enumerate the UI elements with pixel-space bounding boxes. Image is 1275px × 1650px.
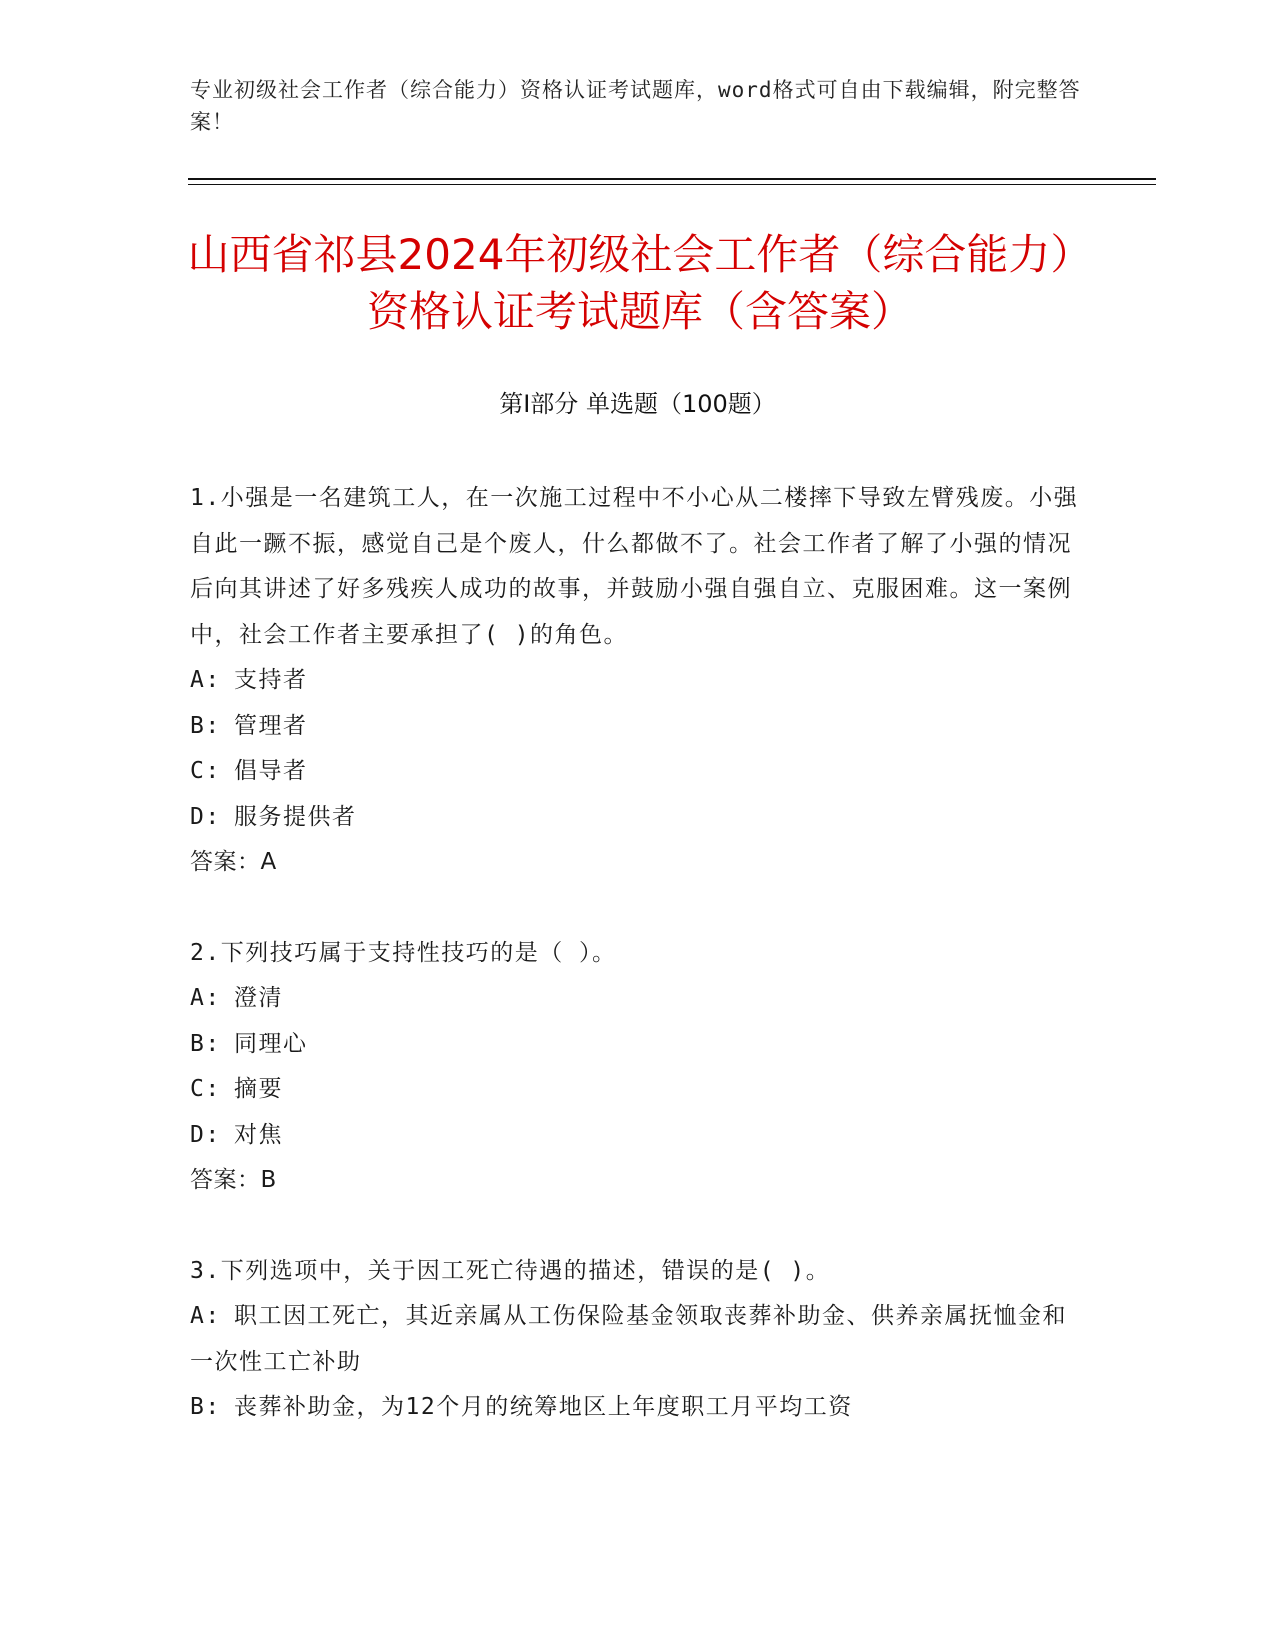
option-c [190,1067,1080,1113]
header-divider-thick [188,178,1156,180]
option-letter: C: [190,758,221,784]
option-a [190,1294,1080,1385]
option-a [190,658,1080,704]
answer-line: 答案：A [190,849,277,875]
section-heading: 第Ⅰ部分 单选题（100题） [499,390,776,418]
option-letter: C: [190,1076,221,1102]
option-b [190,704,1080,750]
option-b [190,1385,1080,1431]
question-2 [190,931,1080,1204]
option-text: 澄清 [234,985,283,1011]
option-c [190,749,1080,795]
question-stem: 2.下列技巧属于支持性技巧的是（ ）。 [190,939,617,966]
header-note: 专业初级社会工作者（综合能力）资格认证考试题库，word格式可自由下载编辑，附完整答案！ [190,78,1081,134]
option-a [190,976,1080,1022]
option-letter: B: [190,1394,221,1420]
option-text: 同理心 [234,1030,308,1057]
option-letter: A: [190,667,221,693]
option-letter: B: [190,712,221,739]
option-text: 支持者 [234,667,308,693]
option-b [190,1022,1080,1068]
option-letter: D: [190,803,221,830]
question-stem: 1.小强是一名建筑工人，在一次施工过程中不小心从二楼摔下导致左臂残废。小强自此一蹶不振，感觉自己是个废人，什么都做不了。社会工作者了解了小强的情况后向其讲述了好多残疾人成功的故事，并鼓励小强自强自立、克服困难。这一案例中，社会工作者主要承担了( )的角色。 [190,485,1079,648]
option-text: 丧葬补助金，为12个月的统筹地区上年度职工月平均工资 [234,1394,853,1420]
option-letter: D: [190,1121,221,1148]
option-letter: A: [190,1303,221,1329]
option-text: 倡导者 [234,758,308,784]
option-text: 摘要 [234,1076,283,1102]
document-title: 山西省祁县2024年初级社会工作者（综合能力）资格认证考试题库（含答案） [187,230,1093,336]
option-text: 服务提供者 [234,803,357,830]
option-letter: A: [190,985,221,1011]
option-d [190,1113,1080,1159]
question-3 [190,1249,1080,1431]
answer-line: 答案：B [190,1167,277,1193]
header-divider-thin [188,184,1156,185]
option-text: 管理者 [234,712,308,739]
question-1 [190,476,1080,886]
option-d [190,795,1080,841]
option-letter: B: [190,1030,221,1057]
question-stem: 3.下列选项中，关于因工死亡待遇的描述，错误的是( )。 [190,1257,831,1284]
option-text: 职工因工死亡，其近亲属从工伤保险基金领取丧葬补助金、供养亲属抚恤金和一次性工亡补助 [190,1303,1067,1375]
question-list [190,476,1080,1431]
option-text: 对焦 [234,1121,283,1148]
